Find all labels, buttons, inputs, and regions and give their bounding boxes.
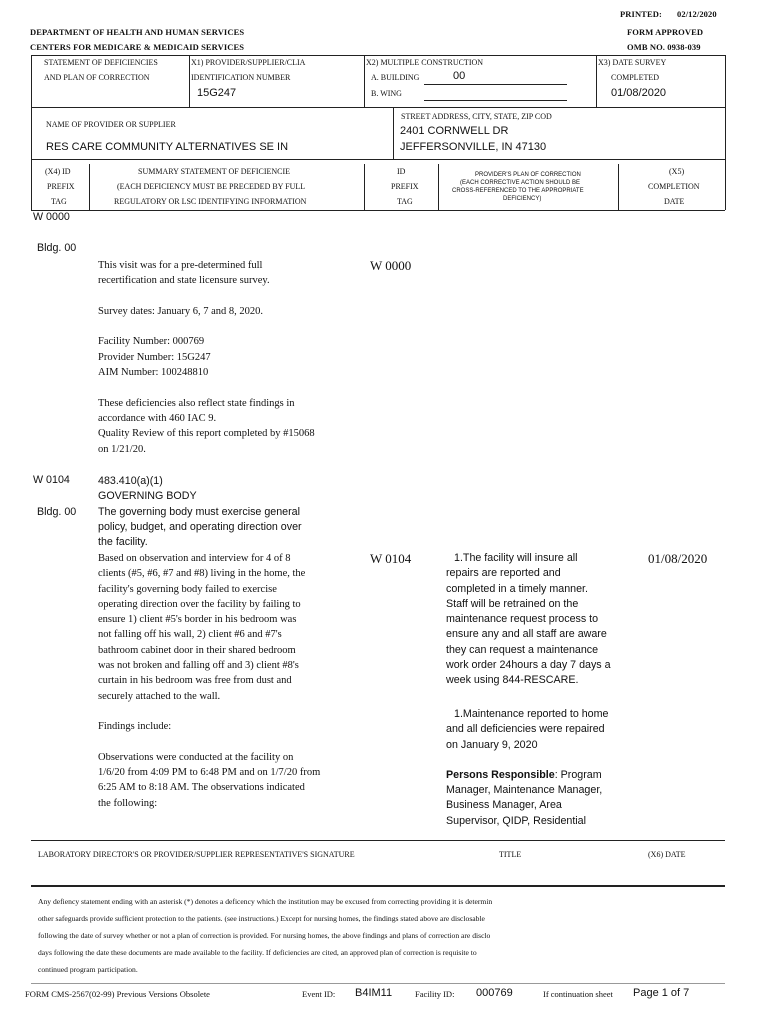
colhdr-div4 [618, 164, 619, 210]
w0104-bldg: Bldg. 00 [37, 506, 77, 518]
address-label: STREET ADDRESS, CITY, STATE, ZIP COD [401, 112, 552, 121]
footer-page-number: Page 1 of 7 [633, 987, 690, 999]
footer-facility-id: 000769 [476, 987, 513, 999]
printed-label: PRINTED: [620, 9, 662, 19]
w0104-persons-line [446, 768, 602, 783]
footer-event-id: B4IM11 [355, 987, 393, 999]
id-hdr-2: PREFIX [391, 182, 419, 191]
footer-facility-label: Facility ID: [415, 989, 455, 999]
box3-line1: X2) MULTIPLE CONSTRUCTION [366, 58, 484, 67]
w0000-id-tag: W 0000 [370, 258, 412, 273]
divider-box2 [364, 55, 365, 107]
w0104-plan-item-2: 1.Maintenance reported to home and all deficiencies were repaired on January 9, 2020 [446, 708, 609, 751]
w0000-prefix-tag: W 0000 [33, 211, 70, 223]
colhdr-div2 [364, 164, 365, 210]
x5-hdr-3: DATE [664, 197, 685, 206]
box2-line1: X1) PROVIDER/SUPPLIER/CLIA [191, 58, 306, 67]
disclaimer-text: Any defiency statement ending with an asterisk (*) denotes a deficency which the institution may be excused from correcting providing it is determin other safeguards provide sufficient protection to the patients. (see instructions.) Except for nursing homes, the findings stated above are disclosable following the date of survey whether or not a plan of correction is provided. For nursing homes, the above findings and plans of correction are disclo days following the date these documents are made available to the facility. If deficiencies are cited, an approved plan of correction is requisite to continued program participation. [38, 897, 493, 974]
header-right-border [725, 55, 726, 166]
x4-hdr-1: (X4) ID [45, 167, 71, 176]
dept-heading: DEPARTMENT OF HEALTH AND HUMAN SERVICES [30, 27, 245, 37]
plan-hdr-3: CROSS-REFERENCED TO THE APPROPRIATE [452, 188, 584, 194]
survey-date: 01/08/2020 [611, 87, 667, 99]
x4-hdr-2: PREFIX [47, 182, 75, 191]
header-bottom-border [31, 159, 725, 160]
colhdr-div3 [438, 164, 439, 210]
header-top-border [31, 55, 725, 56]
colhdr-div1 [89, 164, 90, 210]
id-hdr-1: ID [397, 167, 406, 176]
w0104-prefix-tag: W 0104 [33, 474, 70, 486]
building-label: A. BUILDING [371, 73, 420, 82]
w0000-summary-text: This visit was for a pre-determined full recertification and state licensure survey. Survey dates: January 6, 7 and 8, 2020. Facility Number: 000769 Provider Number: 15G247 AIM Number: 100248810 These deficiencies also reflect state findings in accordance with 460 IAC 9. Quality Review of this report completed by #15068 on 1/21/20. [98, 260, 315, 455]
printed-date: 02/12/2020 [677, 9, 717, 19]
x5-hdr-1: (X5) [669, 167, 685, 176]
w0104-plan-item-1: 1.The facility will insure all repairs are reported and completed in a timely manner. Staff will be retrained on the maintenance request process to ensure any and all staff are aware they can request a maintenance work order 24hours a day 7 days a week using 844-RESCARE. [446, 552, 611, 687]
x6-date-label: (X6) DATE [648, 850, 686, 859]
w0104-persons-list: Manager, Maintenance Manager, Business Manager, Area Supervisor, QIDP, Residential [446, 784, 603, 827]
box1-line2: AND PLAN OF CORRECTION [44, 73, 150, 82]
colhdr-bottom-border [31, 210, 725, 211]
title-label: TITLE [499, 850, 522, 859]
signature-bottom-border [31, 885, 725, 887]
persons-responsible-rest: : Program [554, 769, 602, 781]
w0104-regulation-heading: 483.410(a)(1) GOVERNING BODY The governing body must exercise general policy, budget, and operating direction over the facility. [98, 475, 302, 549]
w0000-bldg: Bldg. 00 [37, 242, 77, 254]
footer-continuation: If continuation sheet [543, 989, 613, 999]
footer-event-label: Event ID: [302, 989, 336, 999]
wing-label: B. WING [371, 89, 402, 98]
building-underline [424, 84, 567, 85]
header-left-border [31, 55, 32, 166]
divider-address [393, 107, 394, 159]
summary-hdr-3: REGULATORY OR LSC IDENTIFYING INFORMATION [114, 197, 307, 206]
divider-box3 [596, 55, 597, 107]
plan-hdr-2: (EACH CORRECTIVE ACTION SHOULD BE [460, 180, 581, 186]
w0104-completion-date: 01/08/2020 [648, 551, 708, 566]
centers-heading: CENTERS FOR MEDICARE & MEDICAID SERVICES [30, 42, 245, 52]
header-mid-border [31, 107, 725, 108]
footer-form-number: FORM CMS-2567(02-99) Previous Versions Obsolete [25, 989, 210, 999]
omb-number: OMB NO. 0938-039 [627, 42, 701, 52]
box2-line2: IDENTIFICATION NUMBER [191, 73, 291, 82]
street-address: 2401 CORNWELL DR [400, 125, 509, 137]
signature-top-border [31, 840, 725, 841]
id-hdr-3: TAG [397, 197, 413, 206]
plan-hdr-4: DEFICIENCY) [503, 196, 542, 202]
footer-rule [31, 983, 725, 984]
provider-id: 15G247 [197, 87, 237, 99]
w0104-id-tag: W 0104 [370, 551, 412, 566]
provider-name-label: NAME OF PROVIDER OR SUPPLIER [46, 120, 176, 129]
summary-hdr-1: SUMMARY STATEMENT OF DEFICIENCIE [138, 167, 291, 176]
x5-hdr-2: COMPLETION [648, 182, 700, 191]
persons-responsible-label: Persons Responsible [446, 769, 555, 781]
box1-line1: STATEMENT OF DEFICIENCIES [44, 58, 158, 67]
x4-hdr-3: TAG [51, 197, 67, 206]
city-state-zip: JEFFERSONVILLE, IN 47130 [400, 141, 547, 153]
divider-box1 [189, 55, 190, 107]
wing-underline [424, 100, 567, 101]
provider-name: RES CARE COMMUNITY ALTERNATIVES SE IN [46, 141, 289, 153]
colhdr-left-border [31, 159, 32, 210]
colhdr-right-border [725, 159, 726, 210]
form-approved: FORM APPROVED [627, 27, 704, 37]
summary-hdr-2: (EACH DEFICIENCY MUST BE PRECEDED BY FULL [117, 182, 306, 191]
signature-label: LABORATORY DIRECTOR'S OR PROVIDER/SUPPLIER REPRESENTATIVE'S SIGNATURE [38, 850, 355, 859]
plan-hdr-1: PROVIDER'S PLAN OF CORRECTION [475, 172, 581, 178]
w0104-summary-text: Based on observation and interview for 4 of 8 clients (#5, #6, #7 and #8) living in the home, the facility's governing body failed to exercise operating direction over the facility by failing to ensure 1) client #5's border in his bedroom was not falling off his wall, 2) client #6 and #7's bathroom cabinet door in their shared bedroom was not broken and falling off and 3) client #8's curtain in his bedroom was free from dust and securely attached to the wall. Findings include: Observations were conducted at the facility on 1/6/20 from 4:09 PM to 6:48 PM and on 1/7/20 from 6:25 AM to 8:18 AM. The observations indicated the following: [98, 553, 321, 809]
box4-line2: COMPLETED [611, 73, 659, 82]
box4-line1: X3) DATE SURVEY [598, 58, 667, 67]
building-value: 00 [453, 70, 466, 82]
